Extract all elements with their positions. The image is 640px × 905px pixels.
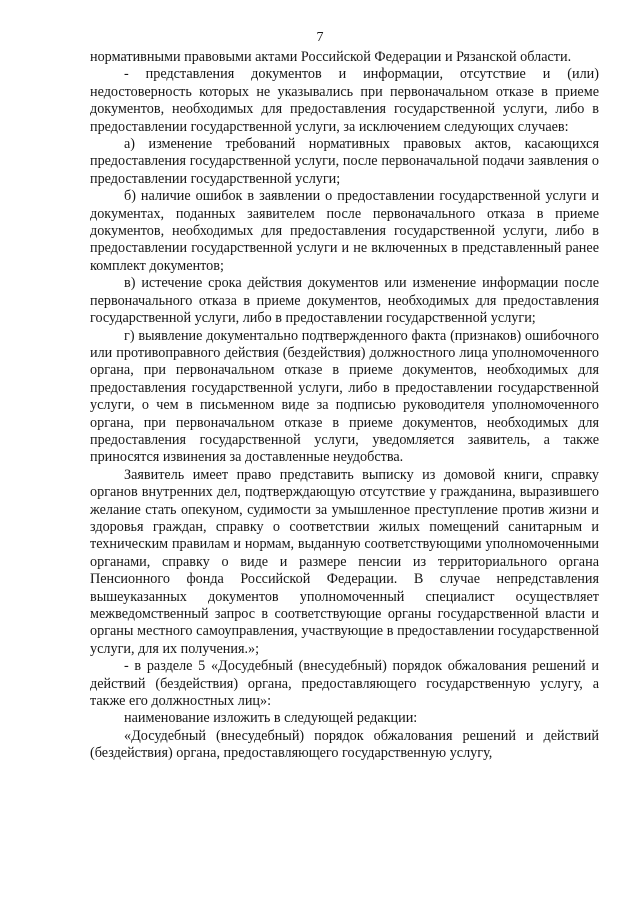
paragraph-7: Заявитель имеет право представить выписку из домовой книги, справку органов внутренних дел, подтверждающую отсутствие у гражданина, выразившего желание стать опекуном, судимости за умышленное преступление против жизни и здоровья граждан, справку о соответствии жилых помещений санитарным и техническим правилам и нормам, выданную соответствующими уполномоченными органами, справку о виде и размере пенсии из территориального органа Пенсионного фонда Российской Федерации. В случае непредставления вышеуказанных документов уполномоченный специалист осуществляет межведомственный запрос в соответствующие органы государственной власти и органы местного самоуправления, участвующие в предоставлении государственной услуги, для их получения.»; (90, 466, 599, 657)
paragraph-5: в) истечение срока действия документов или изменение информации после первоначального отказа в приеме документов, необходимых для предоставления государственной услуги, либо в предоставлении государственной услуги; (90, 275, 599, 327)
paragraph-1: нормативными правовыми актами Российской Федерации и Рязанской области. (90, 49, 572, 65)
paragraph-2: - представления документов и информации, отсутствие и (или) недостоверность которых не указывались при первоначальном отказе в приеме документов, необходимых для предоставления государственной услуги, либо в предоставлении государственной услуги, за исключением следующих случаев: (90, 66, 599, 135)
paragraph-6: г) выявление документально подтвержденного факта (признаков) ошибочного или противоправного действия (бездействия) должностного лица уполномоченного органа, при первоначальном отказе в приеме документов, необходимых для предоставления государственной услуги, либо в предоставлении государственной услуги, о чем в письменном виде за подписью руководителя уполномоченного органа, при первоначальном отказе в приеме документов, необходимых для предоставления государственной услуги, уведомляется заявитель, а также приносятся извинения за доставленные неудобства. (90, 327, 599, 466)
paragraph-9: наименование изложить в следующей редакции: (124, 710, 418, 727)
page-number: 7 (316, 30, 324, 45)
paragraph-4: б) наличие ошибок в заявлении о предоставлении государственной услуги и документах, поданных заявителем после первоначального отказа в приеме документов, необходимых для предоставления государственной услуги, либо в предоставлении государственной услуги и не включенных в представленный ранее комплект документов; (90, 188, 599, 274)
paragraph-10: «Досудебный (внесудебный) порядок обжалования решений и действий (бездействия) органа, предоставляющего государственную услугу, (90, 727, 599, 762)
paragraph-3: а) изменение требований нормативных правовых актов, касающихся предоставления государственной услуги, после первоначальной подачи заявления о предоставлении государственной услуги; (90, 136, 599, 187)
document-body (90, 49, 599, 763)
paragraph-8: - в разделе 5 «Досудебный (внесудебный) порядок обжалования решений и действий (бездействия) органа, предоставляющего государственную услугу, а также его должностных лиц»: (90, 658, 599, 710)
